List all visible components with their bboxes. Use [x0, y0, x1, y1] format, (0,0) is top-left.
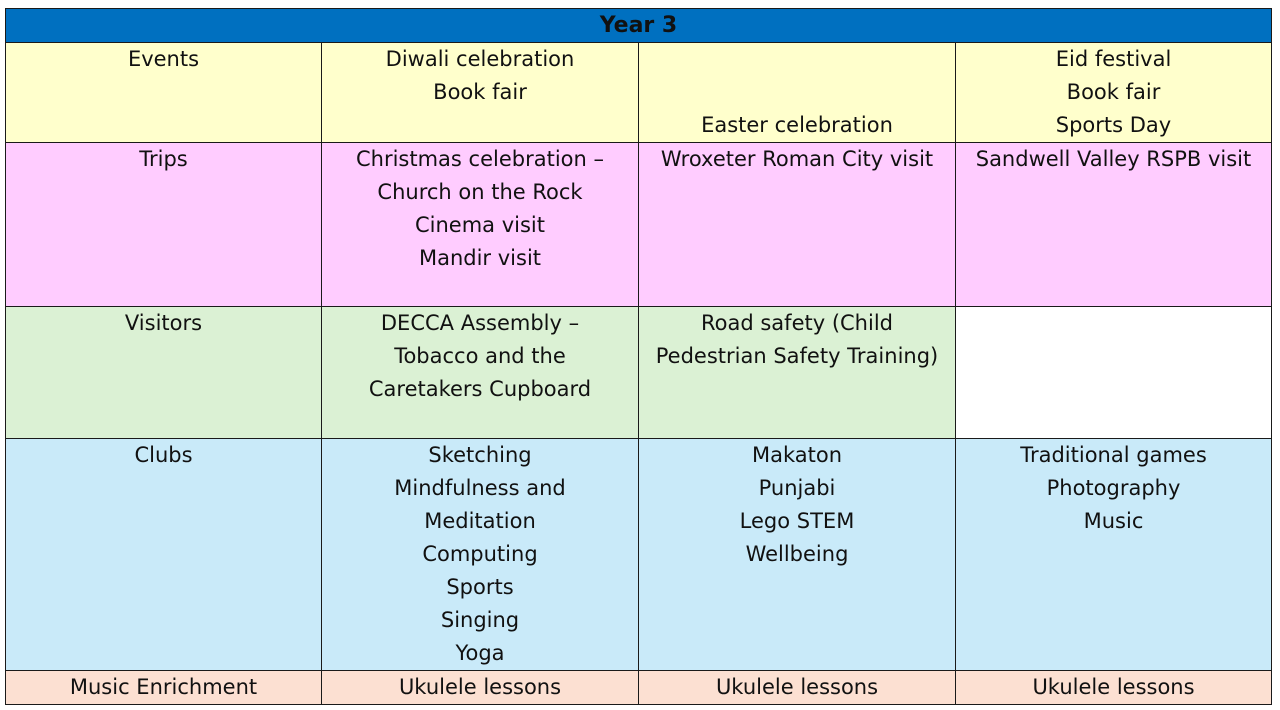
cell-visitors-summer-empty: [956, 307, 1272, 439]
cell-line: Singing: [440, 608, 520, 632]
row-label-text: Visitors: [124, 311, 203, 335]
row-label-text: Clubs: [134, 443, 193, 467]
cell-visitors-spring: [639, 307, 956, 439]
cell-line: Ukulele lessons: [1032, 675, 1195, 699]
cell-line: Church on the Rock: [377, 180, 583, 204]
cell-line: Wroxeter Roman City visit: [660, 147, 934, 171]
row-label-events: [6, 43, 322, 143]
cell-line: Tobacco and the: [394, 344, 566, 368]
cell-line: Diwali celebration: [385, 47, 575, 71]
cell-line: Computing: [422, 542, 538, 566]
cell-line: Punjabi: [758, 476, 836, 500]
cell-line: Book fair: [433, 80, 527, 104]
cell-line: Cinema visit: [415, 213, 545, 237]
row-music-enrichment: [6, 671, 1272, 705]
row-events: [6, 43, 1272, 143]
cell-line: Lego STEM: [739, 509, 855, 533]
row-label-visitors: [6, 307, 322, 439]
cell-line: Sketching: [428, 443, 532, 467]
cell-music-autumn: [322, 671, 639, 705]
row-label-music-enrichment: [6, 671, 322, 705]
cell-events-summer: [956, 43, 1272, 143]
cell-line: Sports Day: [1055, 113, 1172, 137]
cell-line: Ukulele lessons: [398, 675, 562, 699]
year3-enrichment-table: [5, 8, 1271, 705]
cell-line: Christmas celebration –: [355, 147, 604, 171]
cell-line: Makaton: [751, 443, 843, 467]
enrichment-grid: [5, 8, 1272, 705]
cell-music-summer: [956, 671, 1272, 705]
row-label-text: Trips: [139, 147, 188, 171]
cell-visitors-autumn: [322, 307, 639, 439]
cell-line: Eid festival: [1055, 47, 1172, 71]
cell-line: Wellbeing: [745, 542, 849, 566]
cell-trips-summer: [956, 143, 1272, 307]
row-label-text: Music Enrichment: [69, 675, 258, 699]
cell-line: Sports: [446, 575, 514, 599]
row-label-clubs: [6, 439, 322, 671]
cell-line: DECCA Assembly –: [380, 311, 580, 335]
cell-line: Book fair: [1066, 80, 1161, 104]
table-title: Year 3: [6, 9, 1272, 43]
cell-line: Mandir visit: [418, 246, 542, 270]
cell-clubs-summer: [956, 439, 1272, 671]
row-clubs: [6, 439, 1272, 671]
row-label-trips: [6, 143, 322, 307]
row-visitors: [6, 307, 1272, 439]
cell-line: Meditation: [424, 509, 536, 533]
cell-line: Caretakers Cupboard: [368, 377, 592, 401]
title-row: [6, 9, 1272, 43]
cell-line: Traditional games: [1020, 443, 1207, 467]
cell-line: Pedestrian Safety Training): [655, 344, 939, 368]
cell-events-spring: [639, 43, 956, 143]
cell-music-spring: [639, 671, 956, 705]
cell-trips-spring: [639, 143, 956, 307]
row-trips: [6, 143, 1272, 307]
cell-line: Mindfulness and: [394, 476, 566, 500]
cell-clubs-spring: [639, 439, 956, 671]
cell-line: Road safety (Child: [701, 311, 893, 335]
cell-line: Music: [1083, 509, 1144, 533]
cell-line: Easter celebration: [701, 113, 893, 137]
row-label-text: Events: [127, 47, 200, 71]
cell-events-autumn: [322, 43, 639, 143]
cell-line: Ukulele lessons: [715, 675, 879, 699]
cell-line: Yoga: [455, 641, 505, 665]
cell-clubs-autumn: [322, 439, 639, 671]
cell-trips-autumn: [322, 143, 639, 307]
cell-line: Sandwell Valley RSPB visit: [975, 147, 1252, 171]
cell-line: Photography: [1046, 476, 1181, 500]
